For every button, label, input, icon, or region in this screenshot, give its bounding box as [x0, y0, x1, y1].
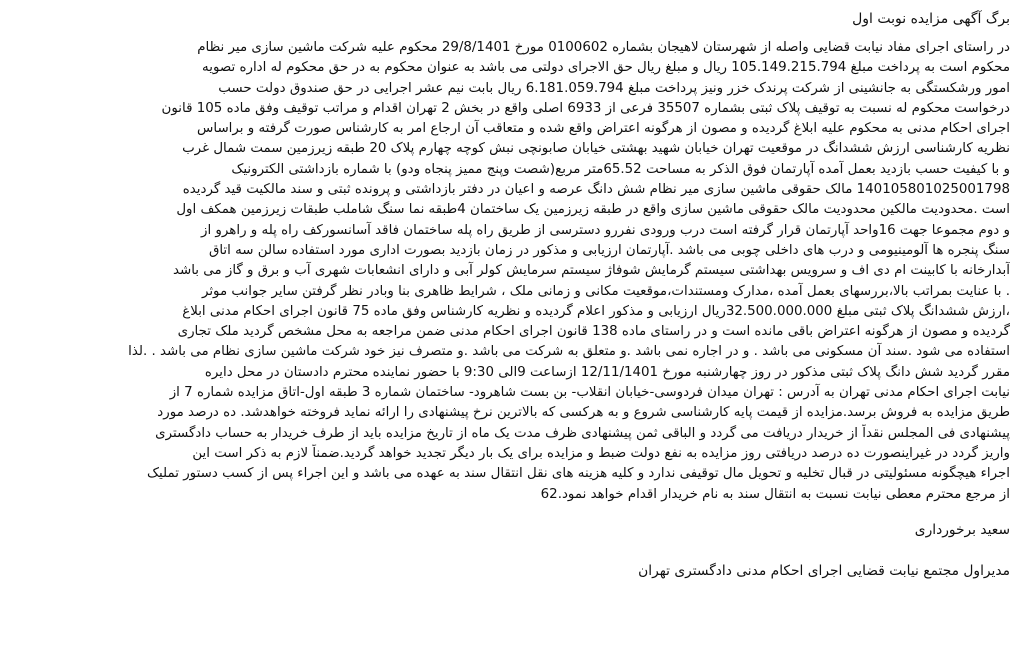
- notice-line: مقرر گردید شش دانگ پلاک ثبتی مذکور در روز چهارشنبه مورخ 12/11/1401 ازساعت 9الی 9:30 با حضور نماینده محترم دادستان در محل دایره: [204, 364, 1010, 380]
- notice-line: اجراء هیچگونه مسئولیتی در قبال تخلیه و تحویل مال توقیفی ندارد و کلیه هزینه های نقل انتقال سند به عهده می باشد و این اجراء پس از کسب دستور تملیک: [147, 466, 1010, 482]
- notice-line: محکوم است به پرداخت مبلغ 105.149.215.794 ریال و مبلغ ریال حق الاجرای دولتی می باشد به عنوان محکوم به در حق محکوم له اداره تصویه: [202, 60, 1010, 76]
- notice-line: سنگ پنجره ها آلومینیومی و درب های داخلی چوبی می باشد .آپارتمان ارزیابی و مذکور در زمان بازدید بصورت اداری مورد استفاده سالن سه اتاق: [208, 242, 1010, 258]
- notice-title: برگ آگهی مزایده نوبت اول: [852, 11, 1010, 27]
- notice-line: واریز گردد در غیراینصورت ده درصد دریافتی روز مزایده به نفع دولت ضبط و مزایده برای یک بار دیگر تجدید خواهد گردید.ضمناً لازم به ذکر است این: [192, 445, 1010, 461]
- signatory-name: سعید برخورداری: [914, 521, 1010, 538]
- notice-body: [14, 38, 1010, 505]
- notice-line: آبدارخانه با کابینت ام دی اف و سرویس بهداشتی سیستم گرمایش شوفاژ سیستم سرمایش کولر آبی و دارای انشعابات شهری آب و برق و گاز می باشد: [172, 263, 1010, 279]
- notice-line: 140105801025001798 مالک حقوقی ماشین سازی میر نظام شش دانگ عرصه و اعیان در دفتر بازداشتی و پرونده ثبتی و سند مالکیت قید گردیده: [182, 182, 1010, 198]
- signature-block: [14, 520, 1010, 581]
- notice-line: ،ارزش ششدانگ پلاک ثبتی مبلغ 32.500.000.000ریال ارزیابی و مذکور اعلام گردیده و نظریه کارشناس وفق ماده 75 قانون اجرای احکام مدنی ابلاغ: [182, 303, 1010, 319]
- notice-line: و دوم مجموعا جهت 16واحد آپارتمان قرار گرفته است درب ورودی نفررو دسترسی از طریق راه پله ساختمان فاقد آسانسورکف راه پله و راهرو از: [200, 222, 1010, 238]
- notice-line: اجرای احکام مدنی به محکوم علیه ابلاغ گردیده و مصون از هرگونه اعتراض واقع شده و متعاقب آن ارجاع امر به کارشناس صورت گرفته و براساس: [197, 121, 1010, 137]
- notice-line: گردیده و مصون از هرگونه اعتراض باقی مانده است و در راستای ماده 138 قانون اجرای احکام مدنی ضمن مراجعه به محل مشخص گردید ملک تجاری: [177, 324, 1010, 340]
- notice-line: و با کیفیت حسب بازدید بعمل آمده آپارتمان فوق الذکر به مساحت 65.52متر مربع(شصت وپنج ممیز پنجاه ودو) با شماره بازداشتی الکترونیک: [231, 161, 1010, 177]
- notice-line: نظریه کارشناسی ارزش ششدانگ در موقعیت تهران خیابان شهید بهشتی خیابان صابونچی نبش کوچه چهارم پلاک 20 طبقه زیرزمین سمت شمال غرب: [182, 141, 1010, 157]
- notice-line: از مرجع محترم معطی نیابت نسبت به انتقال سند به نام خریدار اقدام خواهد نمود.62: [540, 486, 1010, 502]
- notice-line: در راستای اجرای مفاد نیابت قضایی واصله از شهرستان لاهیجان بشماره 0100602 مورخ 29/8/1401 محکوم علیه شرکت ماشین سازی میر نظام: [197, 40, 1010, 55]
- notice-line: طریق مزایده به فروش برسد.مزایده از قیمت پایه کارشناسی شروع و به هرکسی که بالاترین نرخ پیشنهادی را ارائه نماید فروخته خواهدشد. ده درصد مورد: [157, 405, 1010, 421]
- signatory-title: مدیراول مجتمع نیابت قضایی اجرای احکام مدنی دادگستری تهران: [638, 562, 1010, 579]
- notice-line: . با عنایت بمراتب بالا،بررسهای بعمل آمده ،مدارک ومستندات،موقعیت مکانی و زمانی ملک ، شرایط ظاهری بنا وبادر نظر گرفتن سایر جوانب موثر: [201, 283, 1010, 299]
- notice-line: درخواست محکوم له نسبت به توقیف پلاک ثبتی بشماره 35507 فرعی از 6933 اصلی واقع در بخش 2 تهران اقدام و مراتب توقیف وفق ماده 105 قانون: [161, 100, 1010, 116]
- notice-line: استفاده می شود .سند آن مسکونی می باشد . و در اجاره نمی باشد .و متعلق به شرکت می باشد .و متصرف نیز خود شرکت ماشین سازی نظام می باشد . .لذا: [128, 344, 1010, 360]
- notice-line: است .محدودیت مالکین محدودیت مالک حقوقی ماشین سازی واقع در طبقه زیرزمین یک ساختمان 4طبقه نما سنگ شاملب طبقات زیرزمین همکف اول: [176, 202, 1010, 218]
- notice-line: امور ورشکستگی به جانشینی از شرکت پرندک خزر ونیز پرداخت مبلغ 6.181.059.794 ریال بابت نیم عشر اجرایی در حق صندوق دولت حسب: [218, 80, 1010, 96]
- notice-line: پیشنهادی فی المجلس نقداً از خریدار دریافت می گردد و الباقی ثمن پیشنهادی ظرف مدت یک ماه از تاریخ مزایده باید از طرف خریدار به حساب دادگستری: [155, 425, 1010, 441]
- notice-line: نیابت اجرای احکام مدنی تهران به آدرس : تهران میدان فردوسی-خیابان انقلاب- بن بست شاهرود- ساختمان شماره 3 طبقه اول-اتاق مزایده شماره 7 از: [169, 385, 1010, 401]
